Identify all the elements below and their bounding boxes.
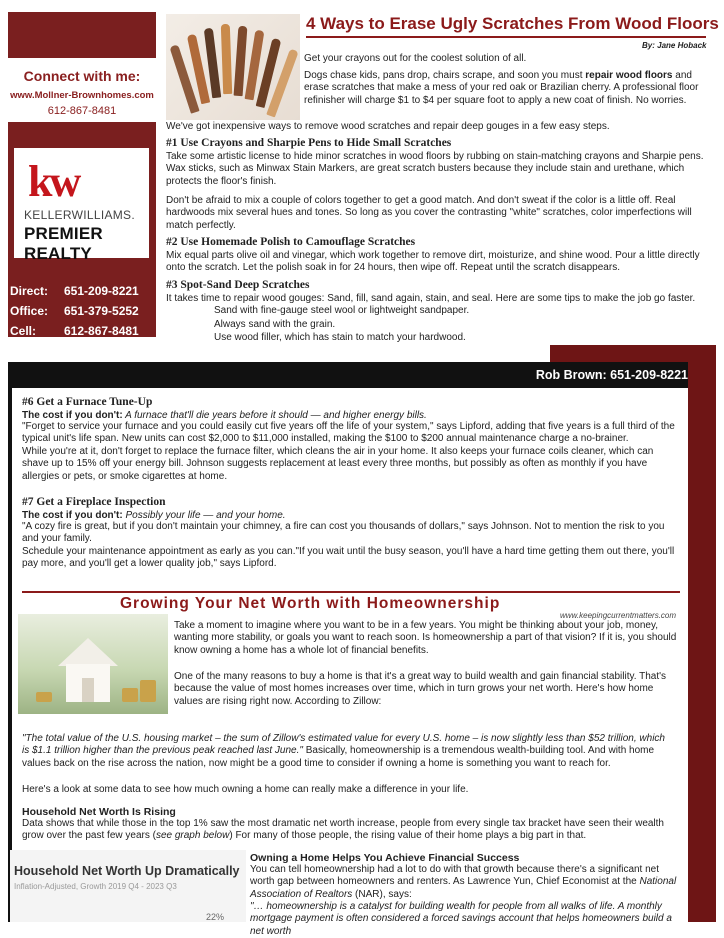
yun-quote: "… homeownership is a catalyst for building wealth for people from all walks of life. A monthly mortgage payment is often considered a forced savings account that helps homeowners build a net worth [250,901,672,937]
section-divider [22,591,680,593]
contact-direct [10,284,150,298]
article2-paragraph: Data shows that while those in the top 1% saw the most dramatic net worth increase, people from every single tax bracket have seen their wealth grow over the past few years (see graph below) For many of those people, the rising value of their home plays a big part in that. [22,818,664,842]
tip7-cost: The cost if you don't: Possibly your life — and your home. [22,510,286,521]
source-link[interactable]: www.keepingcurrentmatters.com [560,611,677,620]
article2-heading-1: Household Net Worth Is Rising [22,806,176,818]
list-item: Use wood filler, which has stain to match your hardwood. [214,332,466,343]
kw-logo-box [14,148,149,263]
article2-paragraph: One of the many reasons to buy a home is that it's a great way to build wealth and gain financial stability. That's because the value of most homes increases over time, which in turn grows your net worth. Here's how home values are rising right now. According to Zillow: [174,671,667,707]
article1-paragraph: Mix equal parts olive oil and vinegar, which work together to remove dirt, moisturize, and shine wood. Pour a little directly onto the scratch. Let the polish soak in for 24 hours, then wipe off. Repeat until the scratch disappears. [166,250,700,274]
article2-heading-2: Owning a Home Helps You Achieve Financial Success [250,852,520,864]
tip7-heading: #7 Get a Fireplace Inspection [22,496,166,508]
house-coins-image [18,614,168,714]
contact-office [10,304,150,318]
article1-paragraph: Don't be afraid to mix a couple of colors together to get a good match. And don't sweat if the color is a little off. Real hardwoods mix several hues and tones. So long as you cover the contrasting "white" scratches, color imperfections will match perfectly. [166,195,692,231]
article1-paragraph: We've got inexpensive ways to remove wood scratches and repair deep gouges in a few easy steps. [166,121,610,132]
tip7-paragraph: Schedule your maintenance appointment as early as you can."If you wait until the busy season, you'll have a hard time getting them out there, you'll pay more, and you'll get a lower quality job," says Lipford. [22,546,675,570]
zillow-quote: "The total value of the U.S. housing market – the sum of Zillow's estimated value for every U.S. home – is now slightly less than $52 trillion, which is $1.1 trillion higher than the previous peak reached last June." Basically, homeownership is a tremendous wealth-building tool. And with home values back on the rise across the nation, now might be a good time to consider if owning a home is something you want to reach for. [22,733,665,769]
article1-paragraph: It takes time to repair wood gouges: Sand, fill, sand again, stain, and seal. Here are some tips to make the job go faster. [166,293,696,304]
right-accent-bar [688,345,716,922]
tip6-heading: #6 Get a Furnace Tune-Up [22,396,153,408]
tip6-paragraph: While you're at it, don't forget to replace the furnace filter, which cleans the air in your home. It also keeps your furnace coils cleaner, which can shave up to 15% off your energy bill. Johnson suggests replacement at least every three months, but possibly as often as monthly if you have allergies or pets, or smoke cigarettes at home. [22,446,654,482]
article1-paragraph: Take some artistic license to hide minor scratches in wood floors by rubbing on stain-matching crayons and Sharpie pens. Wax sticks, such as Minwax Stain Markers, are great scratch busters because they include stain and urethane, which protects the floor's finish. [166,151,704,187]
header-contact: Rob Brown: 651-209-8221 [535,368,688,382]
article1-heading-2: #2 Use Homemade Polish to Camouflage Scratches [166,236,416,248]
contact-value: 651-209-8221 [64,284,139,298]
brokerage-name: KELLERWILLIAMS. [24,208,135,222]
tip7-paragraph: "A cozy fire is great, but if you don't maintain your chimney, a fire can cost you thousands of dollars," says Johnson. Not to mention the risk to you and your family. [22,521,665,545]
article1-paragraph: Dogs chase kids, pans drop, chairs scrape, and soon you must repair wood floors and erase scratches that make a mess of your red oak or Brazilian cherry. A professional floor refinisher will charge $1 to $4 per square foot to apply a new coat of finish. No worries. [304,70,699,106]
title-underline [306,36,706,38]
connect-phone: 612-867-8481 [47,105,117,117]
contact-value: 651-379-5252 [64,304,139,318]
brokerage-office: PREMIER REALTY [24,224,103,263]
chart-tick-label: 22% [206,912,225,922]
connect-website-link[interactable]: www.Mollner-Brownhomes.com [10,90,154,101]
article1-heading-1: #1 Use Crayons and Sharpie Pens to Hide Small Scratches [166,137,452,149]
connect-title: Connect with me: [23,68,141,84]
article1-title: 4 Ways to Erase Ugly Scratches From Wood Floors [306,14,719,33]
article2-paragraph: You can tell homeownership had a lot to do with that growth because there's a significant net worth gap between homeowners and renters. As Lawrence Yun, Chief Economist at the National Association of Realtors (NAR), says: [250,864,677,900]
byline: By: Jane Hoback [642,41,707,50]
tip6-paragraph: "Forget to service your furnace and you could easily cut five years off the life of your system," says Lipford, adding that five years is a full third of the typical unit's life span. New units can cost $2,000 to $11,000 installed, making the $100 to $200 annual maintenance charge a no-brainer. [22,421,675,445]
article1-intro: Get your crayons out for the coolest solution of all. [304,53,527,64]
contact-label: Cell: [10,324,37,338]
list-item: Sand with fine-gauge steel wool or lightweight sandpaper. [214,305,470,316]
chart-subtitle: Inflation-Adjusted, Growth 2019 Q4 - 2023 Q3 [14,882,177,891]
connect-box [8,58,156,122]
article1-heading-3: #3 Spot-Sand Deep Scratches [166,279,310,291]
contact-value: 612-867-8481 [64,324,139,338]
article2-title: Growing Your Net Worth with Homeownership [120,595,501,612]
tip6-cost: The cost if you don't: A furnace that'll die years before it should — and higher energy bills. [22,410,427,421]
wood-floors-link[interactable]: repair wood floors [585,70,673,81]
tips-list [166,304,706,343]
contact-cell [10,324,150,338]
article2-paragraph: Take a moment to imagine where you want to be in a few years. You might be thinking about your job, money, wanting more stability, or goals you want to reach soon. Is homeownership a part of that vision? If it is, you should know owning a home has a whole lot of financial benefits. [174,620,677,656]
kw-logo: kw [28,157,79,206]
crayons-image [166,14,300,120]
article2-paragraph: Here's a look at some data to see how much owning a home can really make a difference in your life. [22,784,469,795]
list-item: Always sand with the grain. [214,319,336,330]
house-icon [18,614,168,714]
chart-title: Household Net Worth Up Dramatically [14,864,240,878]
contact-label: Office: [10,304,49,318]
contact-label: Direct: [10,284,49,298]
